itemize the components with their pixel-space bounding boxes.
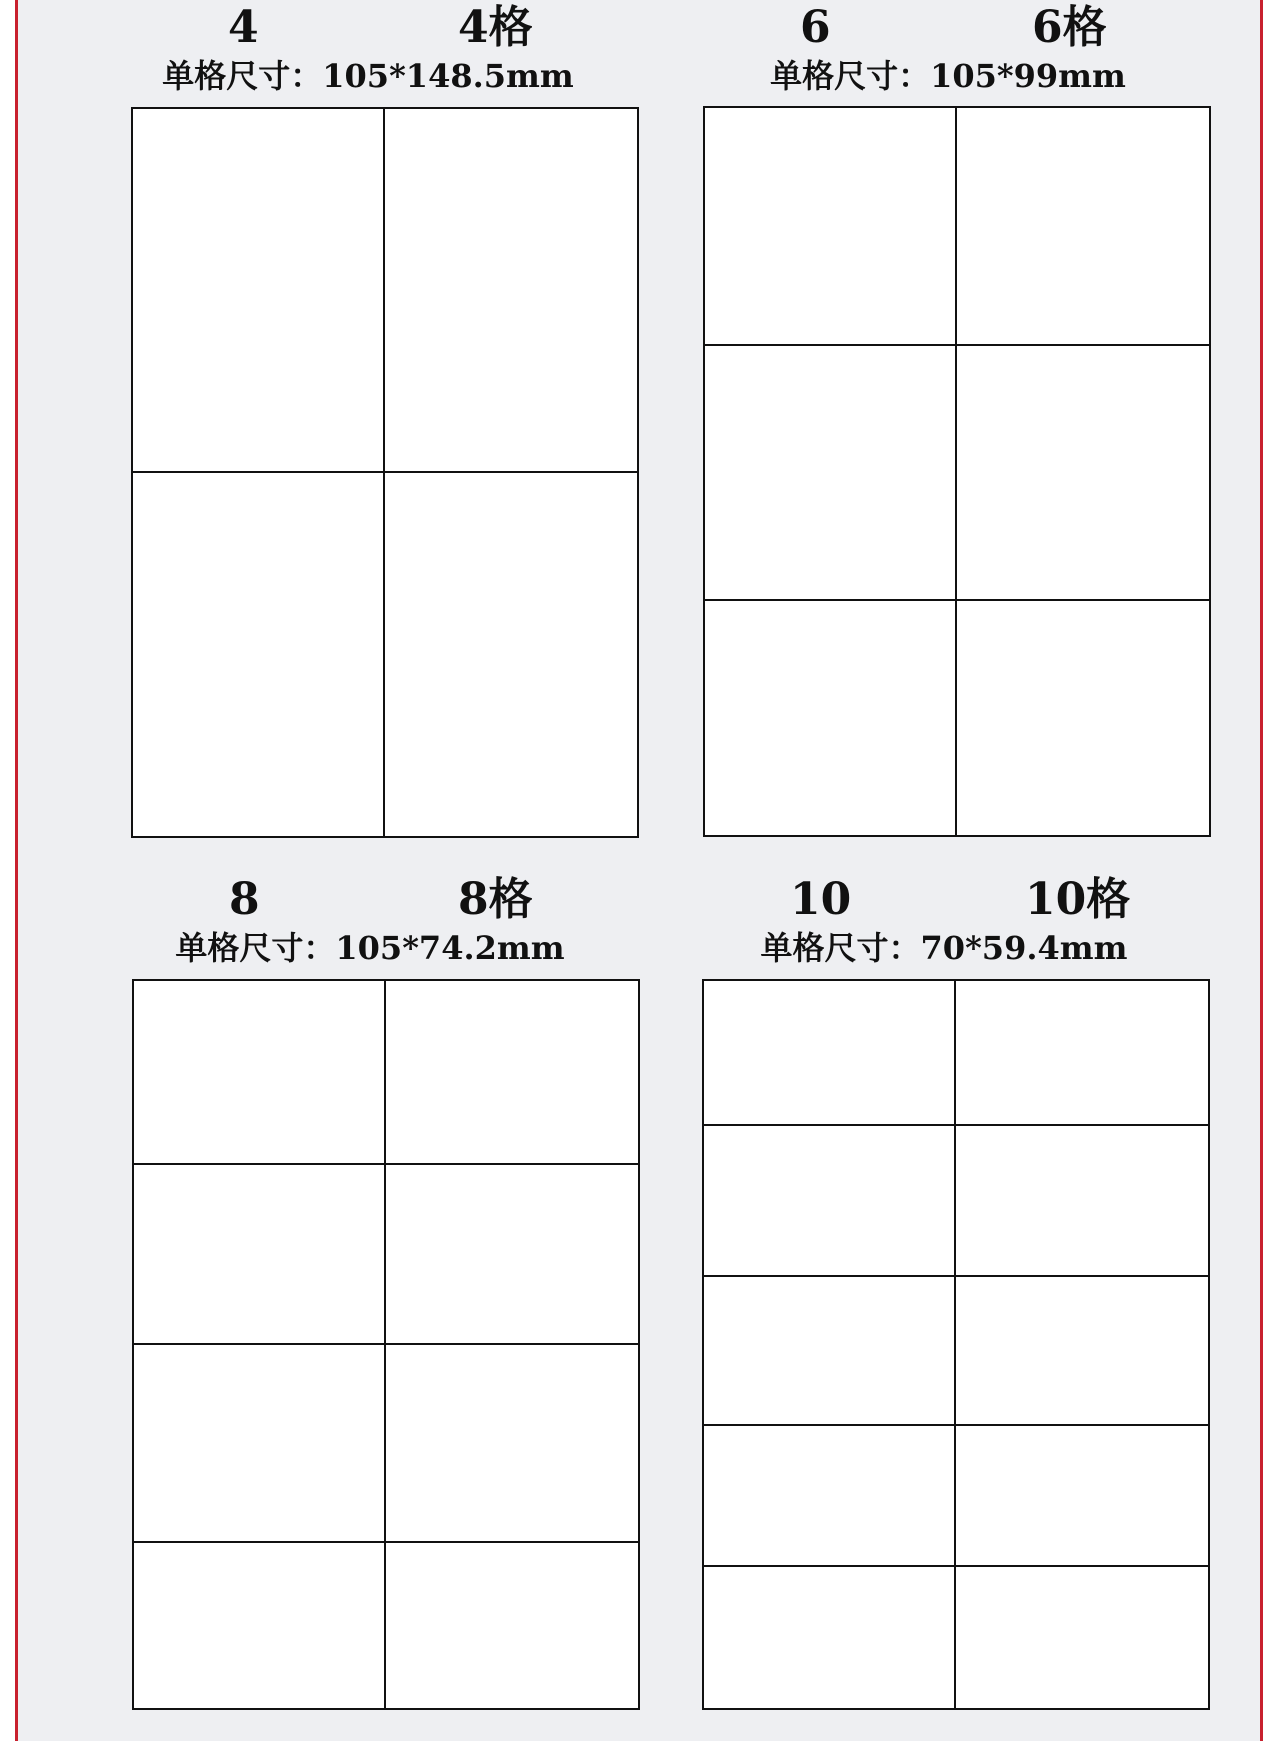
label-cell [705,346,957,601]
label-cell [957,601,1209,835]
label-cell [704,1126,956,1277]
label-cell [134,981,386,1165]
cell-size-text: 单格尺寸：105*74.2mm [175,929,565,967]
label-cell [957,108,1209,346]
panel-6 [690,0,1210,840]
label-cell [956,1426,1208,1567]
panel-number: 8 [229,874,260,925]
label-cell [705,108,957,346]
label-cell [133,473,385,837]
label-cell [385,109,637,473]
label-cell [956,981,1208,1126]
cell-size-text: 单格尺寸：70*59.4mm [760,929,1128,967]
panel-label: 8格 [458,874,533,925]
panel-number: 10 [790,874,852,925]
label-cell [705,601,957,835]
label-cell [704,1277,956,1426]
panel-8 [118,872,638,1712]
label-cell [386,981,638,1165]
label-cell [704,981,956,1126]
label-cell [957,346,1209,601]
label-cell [134,1165,386,1345]
label-grid-8 [132,979,640,1710]
label-cell [956,1567,1208,1708]
label-cell [386,1165,638,1345]
cell-size-text: 单格尺寸：105*148.5mm [162,57,574,95]
label-cell [956,1277,1208,1426]
label-cell [134,1345,386,1543]
panel-number: 4 [228,2,259,53]
panel-label: 4格 [458,2,533,53]
label-cell [704,1426,956,1567]
label-cell [134,1543,386,1708]
label-grid-6 [703,106,1211,837]
cell-size-text: 单格尺寸：105*99mm [770,57,1126,95]
label-grid-4 [131,107,639,838]
panel-4 [118,0,638,840]
label-cell [704,1567,956,1708]
panel-label: 6格 [1032,2,1107,53]
panel-10 [690,872,1210,1712]
label-cell [386,1345,638,1543]
panel-label: 10格 [1025,874,1131,925]
label-cell [956,1126,1208,1277]
label-cell [385,473,637,837]
label-grid-10 [702,979,1210,1710]
label-cell [386,1543,638,1708]
panel-number: 6 [800,2,831,53]
label-cell [133,109,385,473]
page-frame [15,0,1263,1741]
